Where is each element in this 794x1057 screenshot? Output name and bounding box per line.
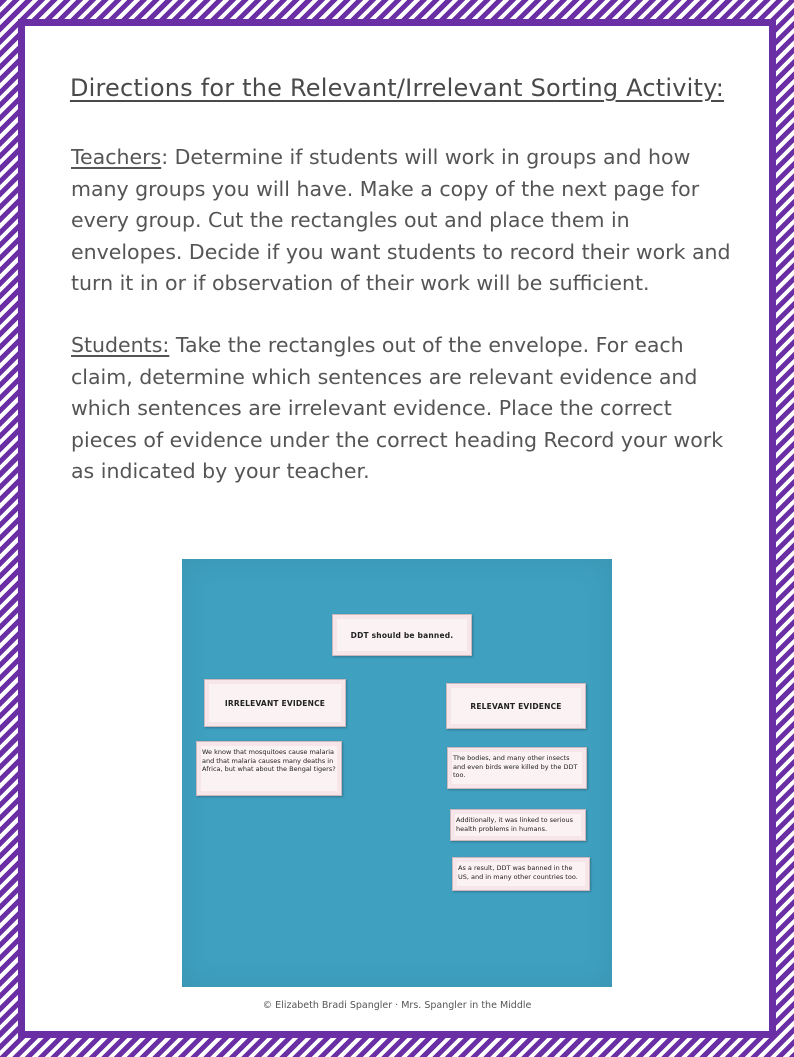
relevant-evidence-text: The bodies, and many other insects and even birds were killed by the DDT too.	[453, 754, 578, 779]
relevant-evidence-card	[450, 809, 586, 841]
teachers-label: Teachers	[71, 145, 162, 169]
teachers-text: : Determine if students will work in groups and how many groups you will have. Make a copy of the next page for every group. Cut the rectangles out and place them in envelopes. Decide if you want students to record their work and turn it in or if observation of their work will be sufficient.	[71, 145, 731, 295]
claim-text: DDT should be banned.	[350, 630, 454, 640]
relevant-evidence-card	[452, 857, 590, 891]
page-title: Directions for the Relevant/Irrelevant Sorting Activity:	[69, 74, 725, 102]
students-paragraph	[71, 330, 741, 488]
students-text: Take the rectangles out of the envelope. For each claim, determine which sentences are relevant evidence and which sentences are irrelevant evidence. Place the correct pieces of evidence under the correct heading Record your work as indicated by your teacher.	[71, 333, 724, 483]
copyright-footer: © Elizabeth Bradi Spangler · Mrs. Spangler in the Middle	[262, 1000, 532, 1011]
teachers-paragraph	[71, 142, 741, 300]
content-area	[25, 26, 769, 1031]
sorting-board-photo	[182, 559, 612, 987]
relevant-evidence-card	[447, 747, 587, 789]
relevant-heading-text: RELEVANT EVIDENCE	[470, 701, 562, 711]
relevant-evidence-text: As a result, DDT was banned in the US, and in many other countries too.	[458, 864, 578, 881]
claim-card	[332, 614, 472, 656]
relevant-evidence-text: Additionally, it was linked to serious health problems in humans.	[456, 816, 573, 833]
relevant-heading-card	[446, 683, 586, 729]
irrelevant-heading-card	[204, 679, 346, 727]
irrelevant-evidence-card	[196, 741, 342, 796]
irrelevant-evidence-text: We know that mosquitoes cause malaria and that malaria causes many deaths in Africa, but what about the Bengal tigers?	[202, 748, 336, 773]
students-label: Students:	[71, 333, 170, 357]
irrelevant-heading-text: IRRELEVANT EVIDENCE	[224, 698, 326, 708]
